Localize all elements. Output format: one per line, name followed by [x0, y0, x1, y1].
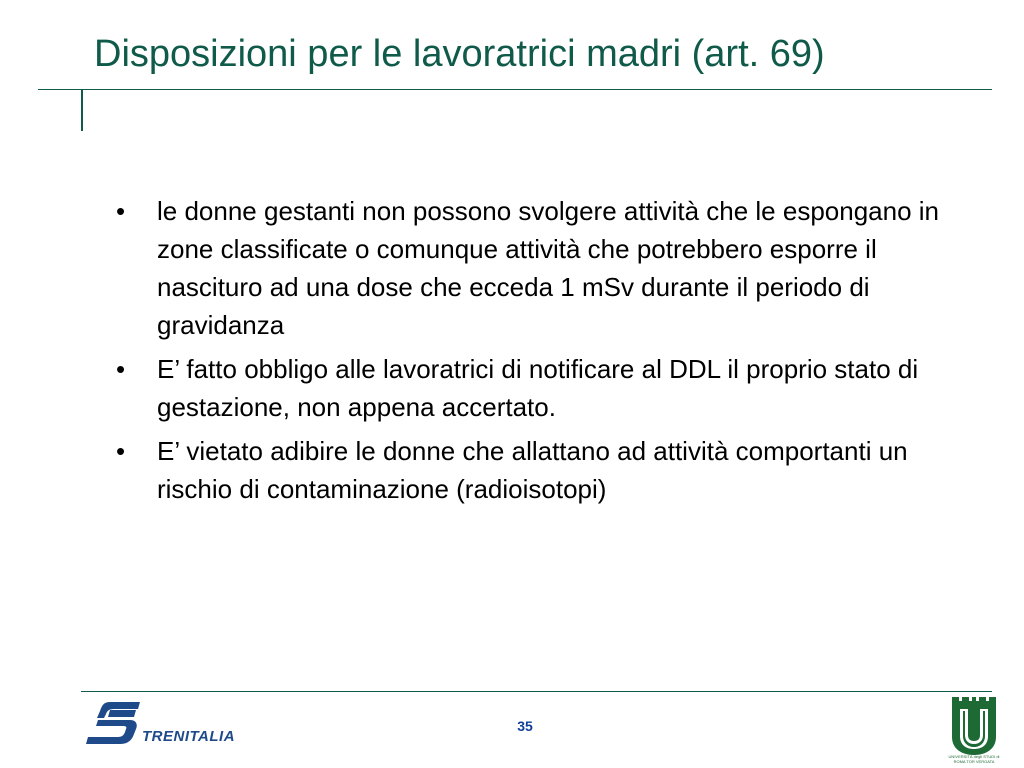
bullet-icon: • [116, 196, 126, 226]
trenitalia-logo [84, 700, 256, 750]
bullet-icon: • [116, 436, 126, 466]
trenitalia-icon [84, 700, 142, 746]
slide-title: Disposizioni per le lavoratrici madri (art. 69) [94, 33, 825, 75]
trenitalia-wordmark: TRENITALIA [142, 728, 236, 745]
bullet-text: le donne gestanti non possono svolgere attività che le espongano in zone classificate o comunque attività che potrebbero esporre il nascituro ad una dose che ecceda 1 mSv durante il periodo di gravidanza [157, 196, 940, 340]
bullet-item [110, 350, 940, 426]
title-accent-tick [81, 89, 83, 131]
page-number: 35 [517, 718, 533, 734]
bullet-text: E’ vietato adibire le donne che allattano ad attività comportanti un rischio di contaminazione (radioisotopi) [157, 436, 908, 504]
bullet-list [110, 192, 940, 514]
footer-divider [81, 691, 992, 692]
bullet-icon: • [116, 354, 126, 384]
tor-vergata-caption: UNIVERSITÀ degli STUDI di ROMA TOR VERGATA [948, 754, 1000, 764]
bullet-item [110, 192, 940, 344]
bullet-item [110, 432, 940, 508]
bullet-text: E’ fatto obbligo alle lavoratrici di notificare al DDL il proprio stato di gestazione, non appena accertato. [157, 354, 919, 422]
title-divider [38, 89, 992, 90]
